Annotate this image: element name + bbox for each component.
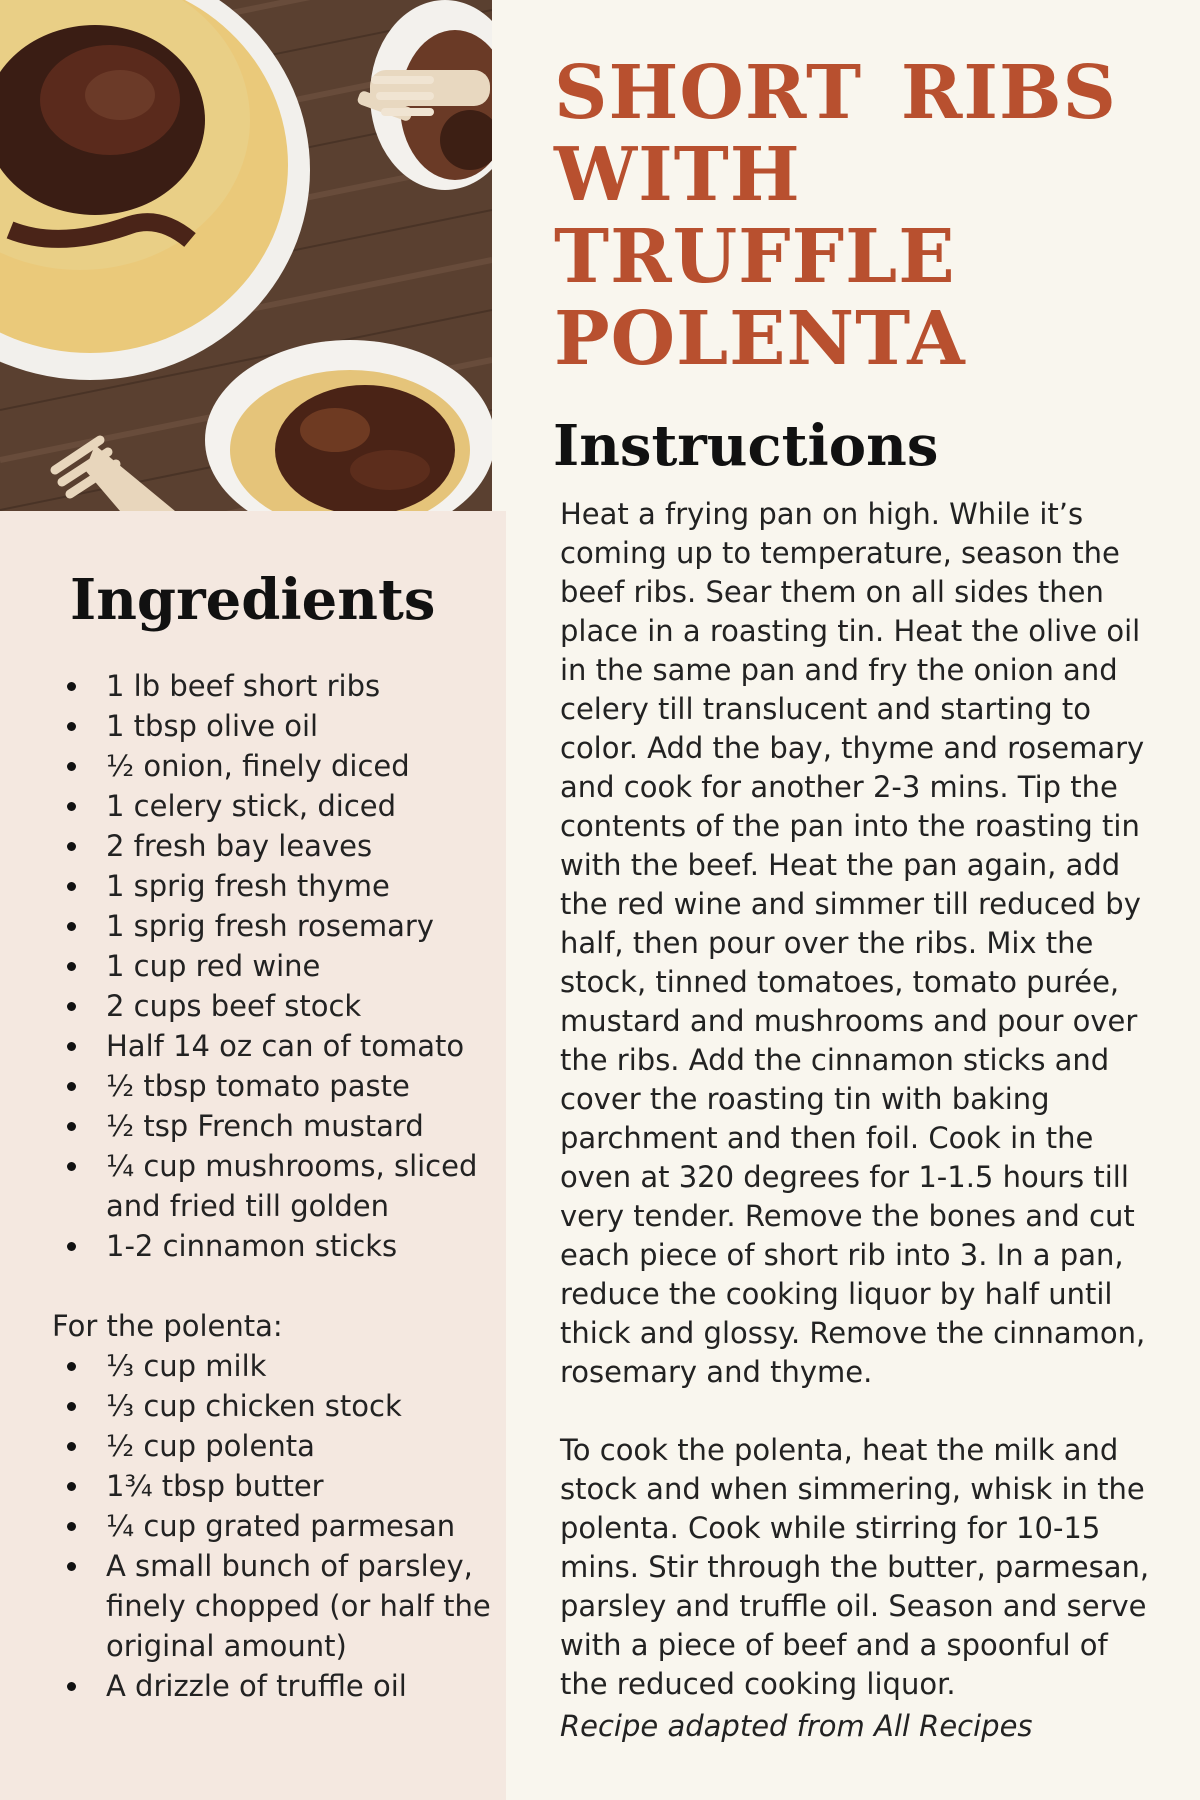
polenta-subheading: For the polenta: — [52, 1309, 283, 1343]
list-item: 1 sprig fresh rosemary — [52, 906, 492, 946]
instructions-paragraph: Heat a frying pan on high. While it’s coming up to temperature, season the beef ribs. Sear them on all sides then place in a roasting tin. Heat the olive oil in the same pan and fry the onion and celery till translucent and starting to color. Add the bay, thyme and rosemary and cook for another 2-3 mins. Tip the contents of the pan into the roasting tin with the beef. Heat the pan again, add the red wine and simmer till reduced by half, then pour over the ribs. Mix the stock, tinned tomatoes, tomato purée, mustard and mushrooms and pour over the ribs. Add the cinnamon sticks and cover the roasting tin with baking parchment and then foil. Cook in the oven at 320 degrees for 1-1.5 hours till very tender. Remove the bones and cut each piece of short rib into 3. In a pan, reduce the cooking liquor by half until thick and glossy. Remove the cinnamon, rosemary and thyme. — [560, 497, 1146, 1389]
recipe-title — [554, 52, 1154, 380]
list-item: 1-2 cinnamon sticks — [52, 1226, 492, 1266]
list-item: ½ tbsp tomato paste — [52, 1066, 492, 1106]
list-item: A drizzle of truffle oil — [52, 1666, 492, 1706]
recipe-credit: Recipe adapted from All Recipes — [560, 1709, 1033, 1743]
ingredients-heading: Ingredients — [70, 567, 436, 633]
polenta-ingredients-list — [52, 1346, 492, 1706]
list-item: 1 celery stick, diced — [52, 786, 492, 826]
title-line: TRUFFLE — [554, 214, 956, 300]
list-item: 2 cups beef stock — [52, 986, 492, 1026]
recipe-photo — [0, 0, 492, 511]
list-item: 2 fresh bay leaves — [52, 826, 492, 866]
title-line: WITH — [554, 132, 801, 218]
list-item: ¼ cup mushrooms, sliced and fried till golden — [52, 1146, 492, 1226]
list-item: 1 sprig fresh thyme — [52, 866, 492, 906]
list-item: ⅓ cup chicken stock — [52, 1386, 492, 1426]
ingredients-panel — [0, 511, 506, 1800]
list-item: 1 cup red wine — [52, 946, 492, 986]
instructions-body — [560, 495, 1160, 1704]
list-item: 1 lb beef short ribs — [52, 666, 492, 706]
list-item: ⅓ cup milk — [52, 1346, 492, 1386]
list-item: ¼ cup grated parmesan — [52, 1506, 492, 1546]
title-line: POLENTA — [554, 296, 966, 382]
list-item: ½ onion, finely diced — [52, 746, 492, 786]
instructions-heading: Instructions — [553, 413, 939, 479]
list-item: 1 tbsp olive oil — [52, 706, 492, 746]
list-item: A small bunch of parsley, finely chopped (or half the original amount) — [52, 1546, 492, 1666]
list-item: ½ tsp French mustard — [52, 1106, 492, 1146]
list-item: ½ cup polenta — [52, 1426, 492, 1466]
food-photo-icon — [0, 0, 492, 511]
instructions-paragraph: To cook the polenta, heat the milk and stock and when simmering, whisk in the polenta. Cook while stirring for 10-15 mins. Stir through the butter, parmesan, parsley and truffle oil. Season and serve with a piece of beef and a spoonful of the reduced cooking liquor. — [560, 1433, 1150, 1701]
ingredients-list — [52, 666, 492, 1266]
list-item: 1¾ tbsp butter — [52, 1466, 492, 1506]
title-line: SHORT RIBS — [554, 50, 1117, 136]
list-item: Half 14 oz can of tomato — [52, 1026, 492, 1066]
